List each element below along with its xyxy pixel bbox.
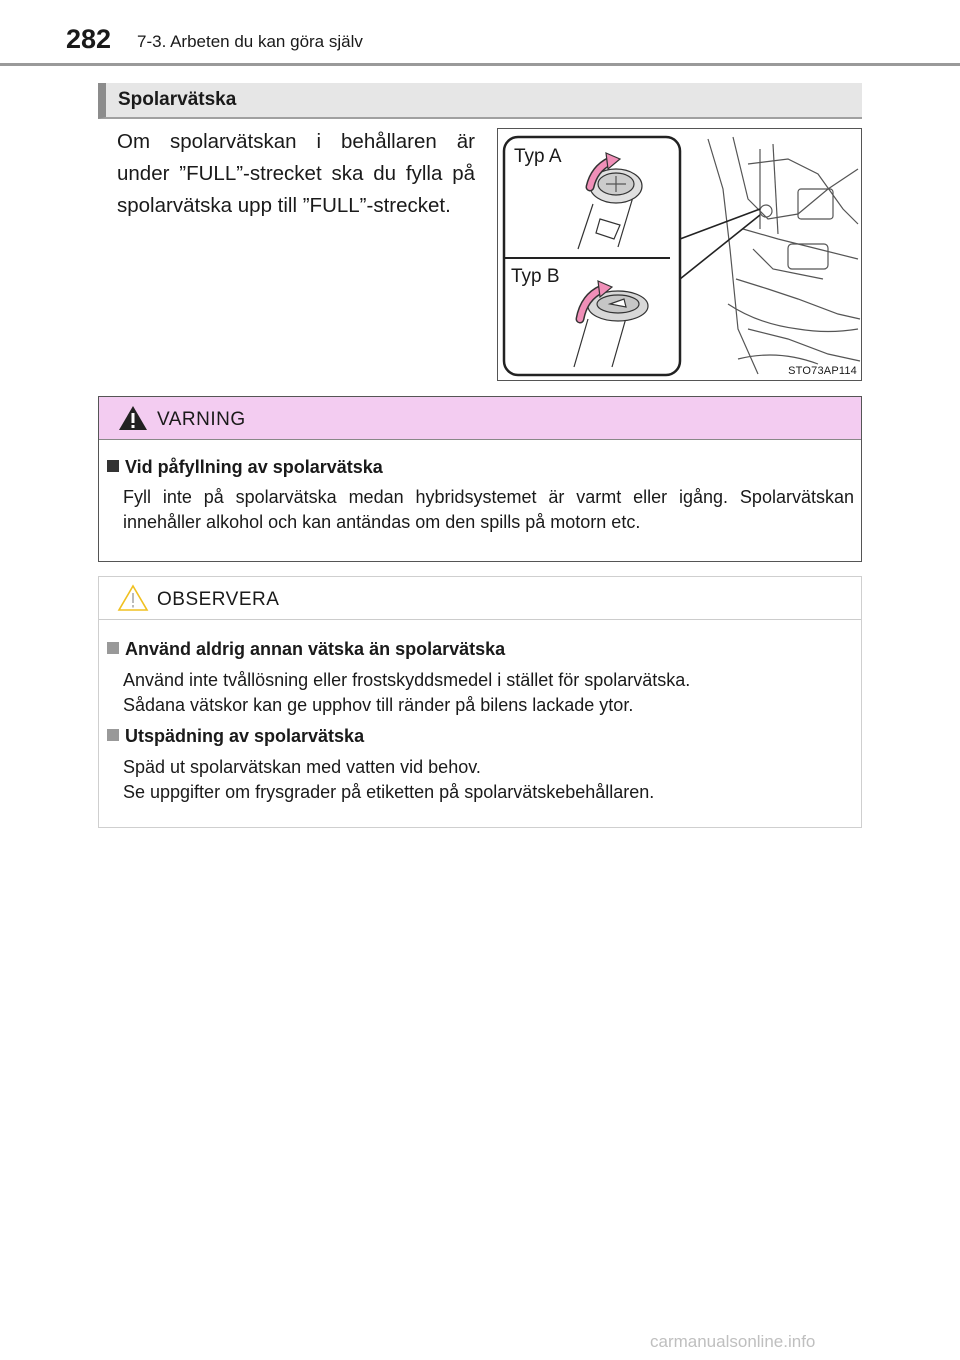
section-title-bar (98, 83, 862, 119)
notice-item-line: Använd inte tvållösning eller frostskyddsmedel i stället för spolarvätska. (123, 670, 691, 690)
notice-header (99, 577, 861, 620)
notice-item-line: Späd ut spolarvätskan med vatten vid behov. (123, 757, 481, 777)
warning-triangle-icon (117, 404, 149, 432)
warning-item-title: Vid påfyllning av spolarvätska (107, 457, 383, 478)
header-rule (0, 63, 960, 66)
notice-item-title: Använd aldrig annan vätska än spolarvätska (107, 639, 505, 660)
type-b-label: Typ B (511, 266, 560, 287)
washer-fluid-illustration (497, 128, 862, 381)
chapter-title: 7-3. Arbeten du kan göra själv (137, 32, 363, 51)
warning-item-body: Fyll inte på spolarvätska medan hybridsystemet är varmt eller igång. Spolarvätskan innehåller alkohol och kan antändas om den spills på motorn etc. (123, 487, 854, 532)
page-number: 282 (66, 24, 112, 54)
warning-label: VARNING (157, 409, 246, 430)
notice-item-title: Utspädning av spolarvätska (107, 726, 364, 747)
bullet-square-icon (107, 642, 119, 654)
watermark: carmanualsonline.info (650, 1332, 816, 1351)
notice-label: OBSERVERA (157, 589, 280, 610)
bullet-square-icon (107, 460, 119, 472)
warning-header (99, 397, 861, 440)
section-title: Spolarvätska (118, 89, 237, 110)
type-a-label: Typ A (514, 146, 562, 167)
notice-item-line: Se uppgifter om frysgrader på etiketten på spolarvätskebehållaren. (123, 782, 655, 802)
notice-item-line: Sådana vätskor kan ge upphov till ränder på bilens lackade ytor. (123, 695, 634, 715)
figure-code: STO73AP114 (788, 365, 857, 377)
notice-item-body (123, 755, 854, 805)
warning-box (98, 396, 862, 562)
notice-box (98, 576, 862, 828)
intro-paragraph: Om spolarvätskan i behållaren är under ”FULL”-strecket ska du fylla på spolarvätska upp till ”FULL”-strecket. (117, 130, 475, 217)
caution-triangle-icon (117, 584, 149, 612)
notice-item-body (123, 668, 854, 718)
bullet-square-icon (107, 729, 119, 741)
